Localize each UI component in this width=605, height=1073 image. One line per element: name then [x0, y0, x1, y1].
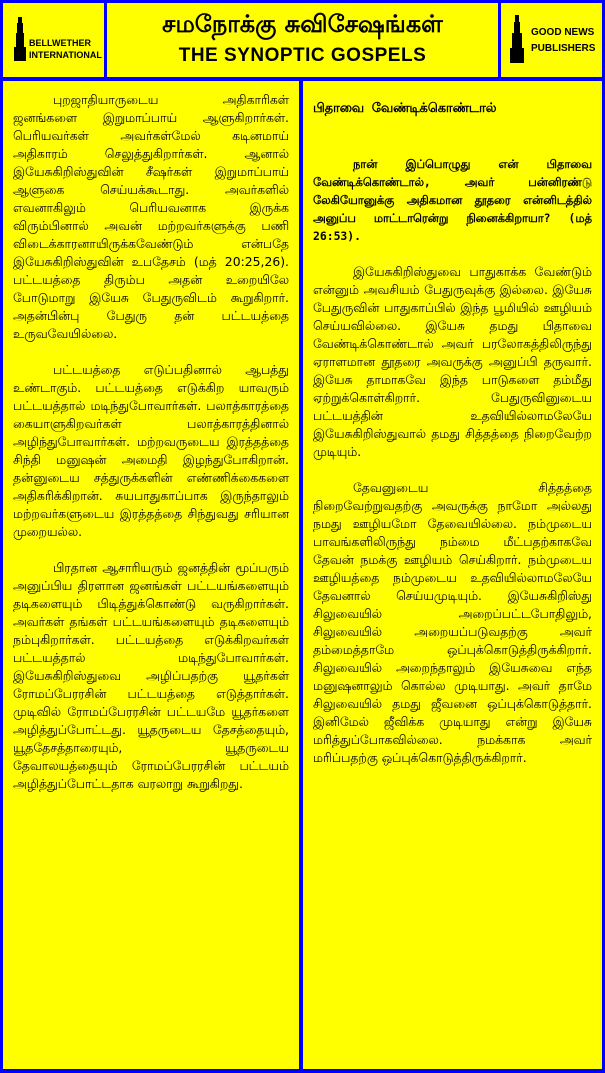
- good-news-logo: [501, 3, 602, 77]
- bellwether-logo: [3, 3, 104, 77]
- good-news-logo-text: [531, 25, 595, 57]
- paragraph: தேவனுடைய சித்தத்தை நிறைவேற்றுவதற்கு அவருக்கு நாமோ அல்லது நமது ஊழியமோ தேவையில்லை. நம்முடைய பாவங்களிலிருந்து நம்மை மீட்பதற்காகவே தேவன் நமக்கு ஊழியம் செய்கிறார். நம்முடைய ஊழியத்தை நம்முடைய உதவியில்லாமலேயே தேவனால் செய்யமுடியும். இயேசுகிறிஸ்து சிலுவையில் அறைப்பட்டபோதிலும், சிலுவையில் அறையப்படுவதற்கு அவர் தம்மைத்தாமே ஒப்புக்கொடுத்திருக்கிறார். சிலுவையில் அறைந்தாலும் இயேசுவை எந்த மனுஷனாலும் கொல்ல முடியாது. அவர் தாமே சிலுவையில் தமது ஜீவனை ஒப்புக்கொடுத்தார். இனிமேல் ஜீவிக்க முடியாது என்று இயேசு மரித்துப்போகவில்லை. நமக்காக அவர் மரிப்பதற்கு ஒப்புக்கொடுத்திருக்கிறார்.: [313, 480, 592, 765]
- page-title-tamil: சமநோக்கு சுவிசேஷங்கள்: [162, 10, 443, 38]
- bellwether-logo-text: [29, 37, 102, 61]
- paragraph: இயேசுகிறிஸ்துவை பாதுகாக்க வேண்டும் என்னும் அவசியம் பேதுருவுக்கு இல்லை. இயேசு பேதுருவின் பாதுகாப்பில் இந்த பூமியில் ஊழியம் செய்யவில்லை. இயேசு தமது பிதாவை வேண்டிக்கொண்டால் அவர் பரலோகத்திலிருந்து ஏராளமான தூதரை அவருக்கு அனுப்பி தருவார். இயேசு தாமாகவே இந்த பாடுகளை தம்மீது ஏற்றுக்கொள்கிறார். பேதுருவினுடைய பட்டயத்தின் உதவியில்லாமலேயே இயேசுகிறிஸ்துவால் தமது சித்தத்தை நிறைவேற்ற முடியும்.: [313, 264, 592, 459]
- paragraph: புறஜாதியாருடைய அதிகாரிகள் ஜனங்களை இறுமாப்பாய் ஆளுகிறார்கள். பெரியவர்கள் அவர்கள்மேல் கடினமாய் அதிகாரம் செலுத்துகிறார்கள். ஆனால் இயேசுகிறிஸ்துவின் சீஷர்கள் இறுமாப்பாய் ஆளுகை செய்யக்கூடாது. அவர்களில் எவனாகிலும் பெரியவனாக இருக்க விரும்பினால் அவன் மற்றவர்களுக்கு பணி விடைக்காரனாயிருக்கவேண்டும் என்பதே இயேசுகிறிஸ்துவின் உபதேசம் (மத் 20:25,26). பட்டயத்தை திரும்ப அதன் உறையிலே போடுமாறு இயேசு பேதுருவிடம் கூறுகிறார். அதன்பின்பு பேதுரு தன் பட்டயத்தை உருவவேயில்லை.: [13, 92, 289, 341]
- tower-icon: [13, 17, 27, 61]
- page-title-english: THE SYNOPTIC GOSPELS: [178, 45, 427, 66]
- tower-icon: [509, 15, 525, 63]
- left-column: [3, 81, 299, 1069]
- logo-line: BELLWETHER: [29, 38, 91, 48]
- logo-line: INTERNATIONAL: [29, 50, 102, 60]
- logo-line: PUBLISHERS: [531, 43, 596, 54]
- paragraph: பிரதான ஆசாரியரும் ஜனத்தின் மூப்பரும் அனுப்பிய திரளான ஜனங்கள் பட்டயங்களையும் தடிகளையும் பிடித்துக்கொண்டு வருகிறார்கள். அவர்கள் தங்கள் பட்டயங்களையும் தடிகளையும் நம்புகிறார்கள். பட்டயத்தை எடுக்கிறவர்கள் பட்டயத்தால் மடிந்துபோவார்கள். இயேசுகிறிஸ்துவை அழிப்பதற்கு யூதர்கள் ரோமப்பேரரசின் பட்டயத்தை எடுத்தார்கள். முடிவில் ரோமப்பேரரசின் பட்டயமே யூதர்களை அழித்துப்போட்டது. யூதருடைய தேசத்தையும், யூததேசத்தாரையும், யூதருடைய தேவாலயத்தையும் ரோமப்பேரரசின் பட்டயம் அழித்துப்போட்டதாக வரலாறு கூறுகிறது.: [13, 560, 289, 791]
- right-column: [303, 81, 602, 1069]
- logo-line: GOOD NEWS: [531, 27, 595, 38]
- title-block: [107, 3, 498, 77]
- header: [3, 3, 602, 77]
- scripture-quote: நான் இப்பொழுது என் பிதாவை வேண்டிக்கொண்டால், அவர் பன்னிரண்டு லேகியோனுக்கு அதிகமான தூதரை என்னிடத்தில் அனுப்ப மாட்டாரென்று நினைக்கிறாயா? (மத் 26:53).: [313, 157, 592, 243]
- paragraph: பட்டயத்தை எடுப்பதினால் ஆபத்து உண்டாகும். பட்டயத்தை எடுக்கிற யாவரும் பட்டயத்தால் மடிந்துபோவார்கள். பலாத்காரத்தை கையாளுகிறவர்கள் பலாத்காரத்தினால் அழிந்துபோவார்கள். மற்றவருடைய இரத்தத்தை சிந்தி மனுஷன் அமைதி இழந்துபோகிறான். தன்னுடைய சத்துருக்களின் எண்ணிக்கைகளை அதிகரிக்கிறான். சுயபாதுகாப்பாக இருந்தாலும் மற்றவர்களுடைய இரத்தத்தை சிந்துவது சரியான முறையல்ல.: [13, 362, 289, 539]
- section-title: பிதாவை வேண்டிக்கொண்டால்: [313, 101, 497, 116]
